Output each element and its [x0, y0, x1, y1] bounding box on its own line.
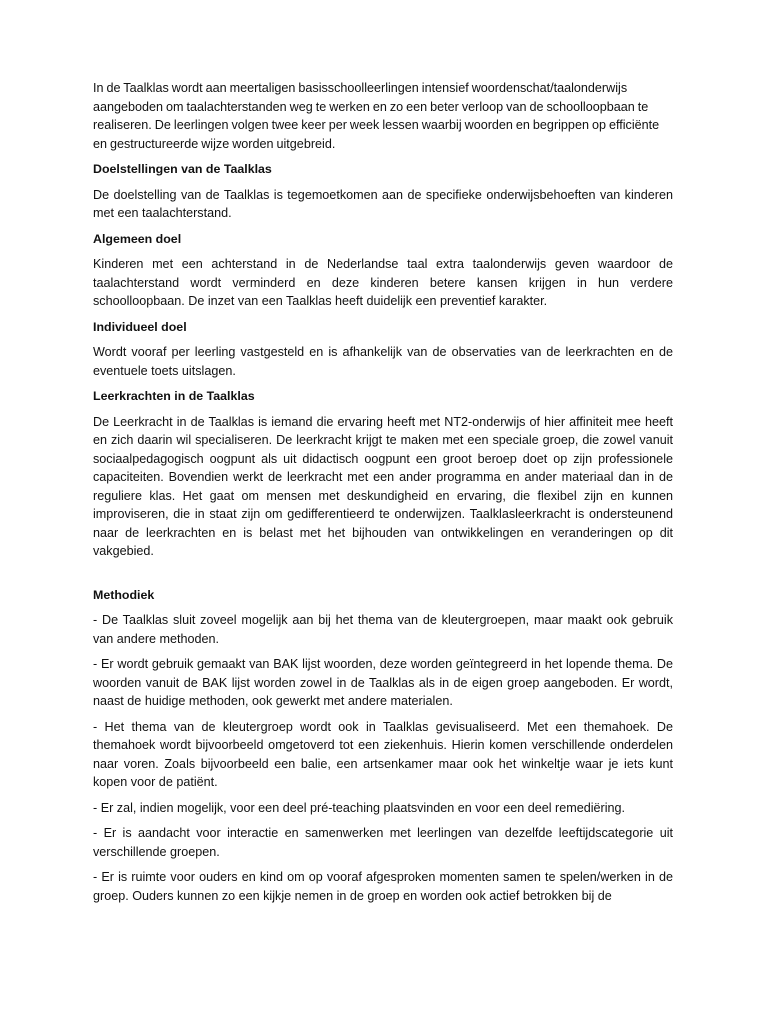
paragraph-doelstellingen: De doelstelling van de Taalklas is tegemoetkomen aan de specifieke onderwijsbehoeften van kinderen met een taalachterstand.: [93, 187, 673, 220]
methodiek-item: - Het thema van de kleutergroep wordt ook in Taalklas gevisualiseerd. Met een themahoek. De themahoek wordt bijvoorbeeld omgetoverd tot een ziekenhuis. Hierin komen verschillende onderdelen naar voren. Zoals bijvoorbeeld een balie, een artsenkamer maar ook het winkeltje waar je iets kunt kopen voor de patiënt.: [93, 719, 673, 789]
methodiek-item: - Er is aandacht voor interactie en samenwerken met leerlingen van dezelfde leeftijdscategorie uit verschillende groepen.: [93, 826, 673, 859]
paragraph-individueel-doel: Wordt vooraf per leerling vastgesteld en is afhankelijk van de observaties van de leerkrachten en de eventuele toets uitslagen.: [93, 345, 673, 378]
heading-methodiek: Methodiek: [93, 587, 155, 602]
methodiek-item: - Er wordt gebruik gemaakt van BAK lijst woorden, deze worden geïntegreerd in het lopende thema. De woorden vanuit de BAK lijst worden zowel in de Taalklas als in de eigen groep aangeboden. Er wordt, naast de huidige methoden, ook gewerkt met andere materialen.: [93, 657, 673, 708]
methodiek-item: - Er is ruimte voor ouders en kind om op vooraf afgesproken momenten samen te spelen/werken in de groep. Ouders kunnen zo een kijkje nemen in de groep en worden ook actief betrokken bij de: [93, 870, 673, 903]
intro-paragraph: In de Taalklas wordt aan meertaligen basisschoolleerlingen intensief woordenschat/taalonderwijs aangeboden om taalachterstanden weg te werken en zo een beter verloop van de schoolloopbaan te realiseren. De leerlingen volgen twee keer per week lessen waarbij woorden en begrippen op efficiënte en gestructureerde wijze worden uitgebreid.: [93, 81, 660, 151]
document-page: [93, 79, 673, 912]
heading-doelstellingen: Doelstellingen van de Taalklas: [93, 162, 272, 176]
heading-individueel-doel: Individueel doel: [93, 319, 187, 334]
paragraph-leerkrachten: De Leerkracht in de Taalklas is iemand die ervaring heeft met NT2-onderwijs of hier affiniteit mee heeft en zich daarin wil specialiseren. De leerkracht krijgt te maken met een speciale groep, die zowel vanuit sociaalpedagogisch oogpunt als uit didactisch oogpunt een groot beroep doet op zijn professionele capaciteiten. Bovendien werkt de leerkracht met een ander programma en ander materiaal dan in de reguliere klas. Het gaat om mensen met deskundigheid en ervaring, die flexibel zijn en kunnen improviseren, die in staat zijn om gedifferentieerd te onderwijzen. Taalklasleerkracht is ondersteunend naar de leerkrachten en is belast met het bijhouden van ontwikkelingen en veranderingen op dit vakgebied.: [93, 414, 673, 558]
heading-leerkrachten: Leerkrachten in de Taalklas: [93, 389, 255, 403]
paragraph-algemeen-doel: Kinderen met een achterstand in de Nederlandse taal extra taalonderwijs geven waardoor de taalachterstand wordt verminderd en deze kinderen betere kansen krijgen in hun verdere schoolloopbaan. De inzet van een Taalklas heeft duidelijk een preventief karakter.: [93, 257, 673, 308]
methodiek-item: - De Taalklas sluit zoveel mogelijk aan bij het thema van de kleutergroepen, maar maakt ook gebruik van andere methoden.: [93, 613, 673, 646]
methodiek-item: - Er zal, indien mogelijk, voor een deel pré-teaching plaatsvinden en voor een deel remediëring.: [93, 800, 626, 815]
heading-algemeen-doel: Algemeen doel: [93, 231, 182, 246]
